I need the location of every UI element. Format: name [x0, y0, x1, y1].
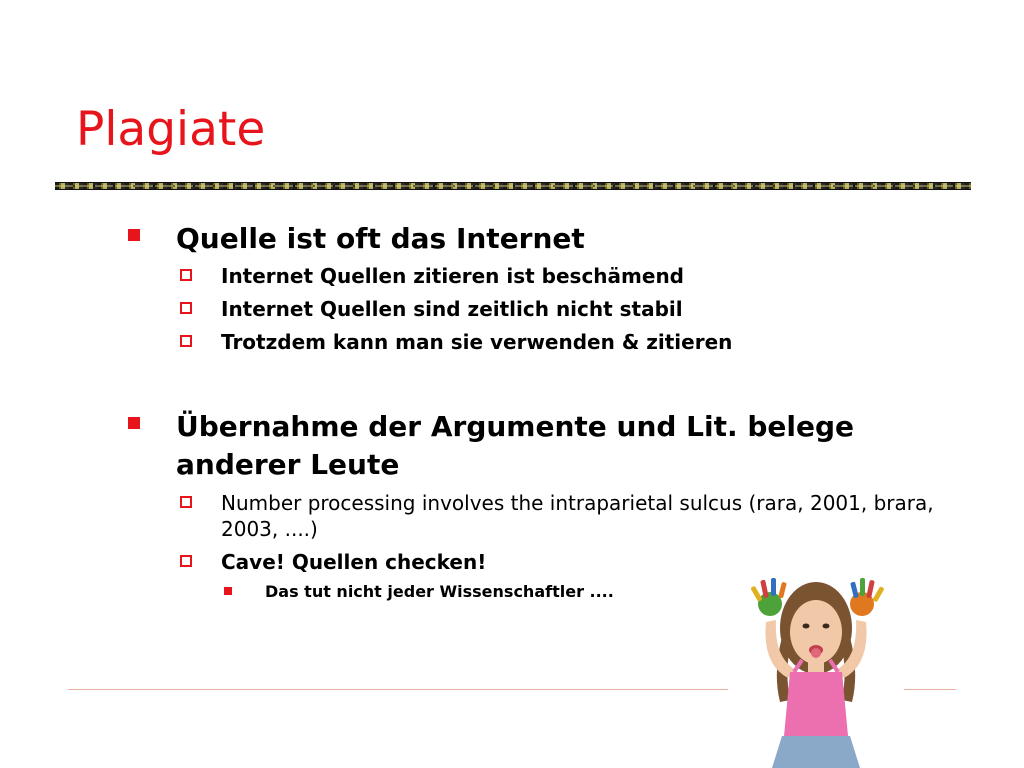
bullet-text: Das tut nicht jeder Wissenschaftler ....	[265, 582, 614, 601]
bullet-text: Übernahme der Argumente und Lit. belege anderer Leute	[176, 410, 855, 481]
filled-square-bullet-icon	[128, 229, 140, 241]
bullet-text: Internet Quellen sind zeitlich nicht stabil	[221, 297, 683, 321]
footer-divider	[68, 689, 728, 690]
bullet-level2	[180, 490, 981, 542]
bullet-text: Number processing involves the intraparietal sulcus (rara, 2001, brara, 2003, ....)	[221, 491, 934, 541]
hollow-square-bullet-icon	[180, 555, 192, 567]
hollow-square-bullet-icon	[180, 302, 192, 314]
bullet-level2	[180, 263, 981, 289]
hollow-square-bullet-icon	[180, 269, 192, 281]
filled-square-bullet-icon	[224, 587, 232, 595]
bullet-text: Trotzdem kann man sie verwenden & zitieren	[221, 330, 733, 354]
bullet-level3	[224, 582, 614, 602]
bullet-level1	[128, 408, 946, 484]
bullet-text: Internet Quellen zitieren ist beschämend	[221, 264, 684, 288]
hollow-square-bullet-icon	[180, 335, 192, 347]
slide-title: Plagiate	[76, 102, 266, 157]
bullet-level2	[180, 296, 981, 322]
bullet-level1	[128, 220, 946, 258]
footer-divider	[903, 689, 956, 690]
girl-painted-hands-photo	[728, 560, 904, 768]
bullet-level2	[180, 329, 981, 355]
title-divider	[55, 182, 971, 190]
bullet-text: Cave! Quellen checken!	[221, 550, 487, 574]
hollow-square-bullet-icon	[180, 496, 192, 508]
filled-square-bullet-icon	[128, 417, 140, 429]
bullet-text: Quelle ist oft das Internet	[176, 222, 585, 255]
